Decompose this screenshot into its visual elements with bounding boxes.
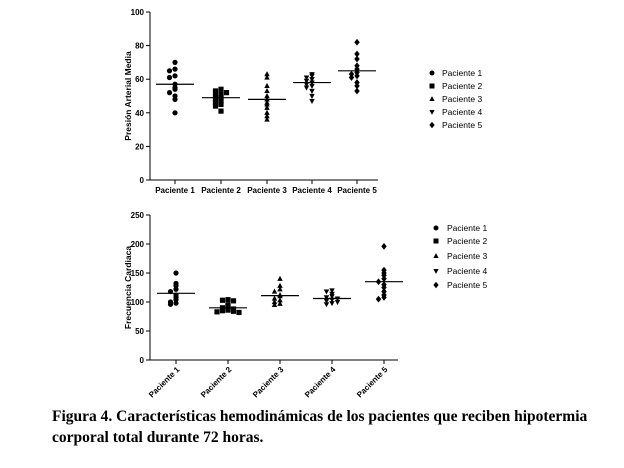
legend-marker-paciente-3 bbox=[429, 96, 434, 101]
data-point-paciente-1 bbox=[172, 110, 177, 115]
y-axis-title: Frecuencia Cardiaca bbox=[123, 245, 133, 330]
x-tick-label-paciente-5: Paciente 5 bbox=[337, 186, 377, 195]
data-point-paciente-2 bbox=[218, 109, 223, 114]
data-point-paciente-4 bbox=[304, 86, 309, 91]
caption-line-1: Figura 4. Características hemodinámicas de los pacientes que reciben hipotermia bbox=[52, 408, 588, 425]
data-point-paciente-2 bbox=[220, 308, 225, 313]
legend-label-paciente-1: Paciente 1 bbox=[447, 223, 488, 233]
data-point-paciente-1 bbox=[168, 302, 173, 307]
data-point-paciente-1 bbox=[172, 87, 177, 92]
data-point-paciente-1 bbox=[173, 301, 178, 306]
y-tick-label: 60 bbox=[135, 75, 144, 85]
y-tick-label: 50 bbox=[135, 327, 144, 336]
data-point-paciente-3 bbox=[264, 88, 269, 93]
legend-label-paciente-4: Paciente 4 bbox=[447, 266, 488, 276]
x-tick-label-paciente-3: Paciente 3 bbox=[247, 186, 287, 195]
chart-presion-arterial-media bbox=[123, 8, 482, 195]
y-tick-label: 40 bbox=[135, 108, 144, 118]
data-point-paciente-5 bbox=[354, 56, 359, 63]
legend-marker-paciente-2 bbox=[434, 239, 439, 244]
y-tick-label: 0 bbox=[139, 176, 144, 185]
x-tick-label-paciente-4: Paciente 4 bbox=[292, 186, 332, 195]
legend-marker-paciente-1 bbox=[430, 71, 435, 76]
legend bbox=[429, 68, 482, 130]
data-point-paciente-3 bbox=[272, 289, 277, 294]
y-axis-title: Presión Arterial Media bbox=[123, 51, 133, 141]
caption-line-2: corporal total durante 72 horas. bbox=[52, 429, 264, 446]
legend-label-paciente-5: Paciente 5 bbox=[447, 280, 488, 290]
y-tick-label: 80 bbox=[135, 41, 144, 51]
legend-label-paciente-1: Paciente 1 bbox=[442, 68, 483, 78]
y-tick-label: 150 bbox=[130, 269, 144, 278]
data-point-paciente-4 bbox=[324, 289, 329, 294]
data-point-paciente-2 bbox=[231, 309, 236, 314]
data-point-paciente-2 bbox=[225, 297, 230, 302]
data-point-paciente-4 bbox=[324, 302, 329, 307]
data-point-paciente-4 bbox=[309, 94, 314, 99]
legend-label-paciente-4: Paciente 4 bbox=[442, 107, 483, 117]
data-point-paciente-1 bbox=[173, 287, 178, 292]
x-tick-label-paciente-1: Paciente 1 bbox=[155, 186, 195, 195]
legend-label-paciente-5: Paciente 5 bbox=[442, 120, 483, 130]
x-tick-label-paciente-2: Paciente 2 bbox=[201, 186, 241, 195]
data-point-paciente-2 bbox=[218, 102, 223, 107]
y-tick-label: 0 bbox=[139, 356, 144, 365]
data-point-paciente-1 bbox=[172, 60, 177, 65]
figure-caption bbox=[52, 406, 622, 448]
data-point-paciente-2 bbox=[236, 310, 241, 315]
data-point-paciente-3 bbox=[277, 276, 282, 281]
data-point-paciente-1 bbox=[167, 68, 172, 73]
x-tick-label-paciente-4: Paciente 4 bbox=[303, 365, 338, 400]
legend bbox=[433, 223, 487, 290]
y-tick-label: 200 bbox=[130, 240, 144, 249]
legend-marker-paciente-5 bbox=[429, 122, 434, 129]
legend-marker-paciente-5 bbox=[433, 282, 438, 289]
y-tick-label: 100 bbox=[130, 8, 144, 17]
data-point-paciente-4 bbox=[309, 89, 314, 94]
legend-marker-paciente-4 bbox=[429, 110, 434, 115]
legend-label-paciente-2: Paciente 2 bbox=[447, 236, 488, 246]
data-point-paciente-5 bbox=[354, 88, 359, 95]
data-point-paciente-2 bbox=[214, 309, 219, 314]
data-point-paciente-1 bbox=[167, 90, 172, 95]
data-point-paciente-2 bbox=[224, 90, 229, 95]
x-tick-label-paciente-1: Paciente 1 bbox=[147, 365, 182, 400]
data-point-paciente-1 bbox=[172, 73, 177, 78]
legend-label-paciente-3: Paciente 3 bbox=[442, 94, 483, 104]
legend-label-paciente-2: Paciente 2 bbox=[442, 81, 483, 91]
y-tick-label: 20 bbox=[135, 142, 144, 152]
x-tick-label-paciente-5: Paciente 5 bbox=[355, 365, 390, 400]
data-point-paciente-2 bbox=[213, 88, 218, 93]
data-point-paciente-2 bbox=[213, 103, 218, 108]
legend-marker-paciente-2 bbox=[430, 84, 435, 89]
data-point-paciente-4 bbox=[309, 99, 314, 104]
data-point-paciente-3 bbox=[264, 83, 269, 88]
legend-marker-paciente-1 bbox=[434, 226, 439, 231]
y-tick-label: 100 bbox=[130, 298, 144, 307]
chart-frecuencia-cardiaca bbox=[123, 211, 487, 399]
data-point-paciente-2 bbox=[231, 298, 236, 303]
legend-marker-paciente-4 bbox=[433, 269, 438, 274]
legend-marker-paciente-3 bbox=[433, 253, 438, 258]
data-point-paciente-2 bbox=[220, 298, 225, 303]
data-point-paciente-4 bbox=[309, 84, 314, 89]
x-tick-label-paciente-2: Paciente 2 bbox=[199, 365, 234, 400]
data-point-paciente-1 bbox=[172, 67, 177, 72]
data-point-paciente-2 bbox=[218, 87, 223, 92]
data-point-paciente-1 bbox=[173, 270, 178, 275]
data-point-paciente-1 bbox=[172, 97, 177, 102]
data-point-paciente-4 bbox=[329, 301, 334, 306]
y-tick-label: 250 bbox=[130, 211, 144, 220]
legend-label-paciente-3: Paciente 3 bbox=[447, 251, 488, 261]
x-tick-label-paciente-3: Paciente 3 bbox=[251, 365, 286, 400]
data-point-paciente-4 bbox=[335, 300, 340, 305]
data-point-paciente-5 bbox=[376, 296, 381, 303]
data-point-paciente-1 bbox=[167, 75, 172, 80]
data-point-paciente-5 bbox=[381, 243, 386, 250]
data-point-paciente-5 bbox=[354, 39, 359, 46]
